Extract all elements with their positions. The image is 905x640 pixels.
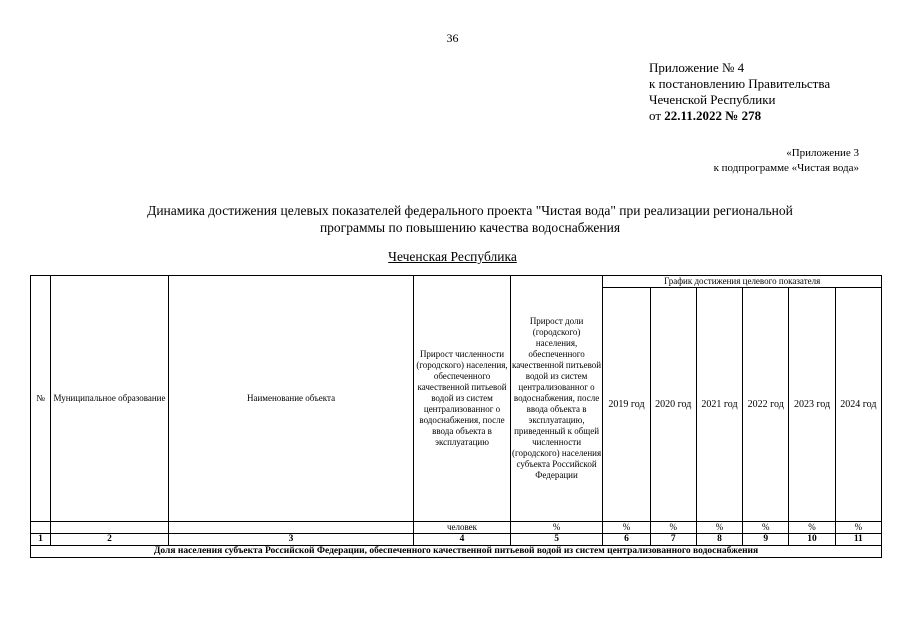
header-schedule: График достижения целевого показателя xyxy=(603,276,882,288)
header-object-name: Наименование объекта xyxy=(168,276,413,522)
region-heading: Чеченская Республика xyxy=(388,249,517,264)
unit-year-2023: % xyxy=(789,522,835,534)
page-number: 36 xyxy=(446,31,459,45)
unit-share: % xyxy=(510,522,603,534)
column-number: 8 xyxy=(696,534,742,546)
header-year-2024: 2024 год xyxy=(835,288,881,522)
unit-population: человек xyxy=(414,522,511,534)
column-number: 2 xyxy=(51,534,169,546)
appendix-sub-line-2: к подпрограмме «Чистая вода» xyxy=(713,162,859,174)
unit-year-2021: % xyxy=(696,522,742,534)
column-number: 1 xyxy=(31,534,51,546)
header-municipality: Муниципальное образование xyxy=(51,276,169,522)
unit-year-2024: % xyxy=(835,522,881,534)
indicators-table xyxy=(30,275,882,558)
column-number: 6 xyxy=(603,534,650,546)
appendix-sub-block xyxy=(714,146,859,176)
column-number: 11 xyxy=(835,534,881,546)
appendix-date-prefix: от xyxy=(649,108,665,123)
appendix-line-1: Приложение № 4 xyxy=(649,60,745,75)
appendix-sub-line-1: «Приложение 3 xyxy=(786,147,859,159)
unit-year-2019: % xyxy=(603,522,650,534)
header-no: № xyxy=(31,276,51,522)
unit-empty-3 xyxy=(168,522,413,534)
column-number: 3 xyxy=(168,534,413,546)
unit-empty-2 xyxy=(51,522,169,534)
column-number: 5 xyxy=(510,534,603,546)
column-number: 10 xyxy=(789,534,835,546)
column-number: 4 xyxy=(414,534,511,546)
column-number: 7 xyxy=(650,534,696,546)
header-year-2019: 2019 год xyxy=(603,288,650,522)
header-year-2023: 2023 год xyxy=(789,288,835,522)
header-year-2022: 2022 год xyxy=(743,288,789,522)
header-population-growth: Прирост численности (городского) населения, обеспеченного качественной питьевой водой из систем централизованног о водоснабжения, после ввода объекта в эксплуатацию xyxy=(414,276,511,522)
title-line-1: Динамика достижения целевых показателей федерального проекта "Чистая вода" при реализации региональной xyxy=(147,203,793,218)
unit-year-2020: % xyxy=(650,522,696,534)
header-year-2020: 2020 год xyxy=(650,288,696,522)
column-number: 9 xyxy=(743,534,789,546)
unit-empty-1 xyxy=(31,522,51,534)
appendix-line-4 xyxy=(649,108,830,124)
document-title xyxy=(100,202,840,236)
section-title-row: Доля населения субъекта Российской Федерации, обеспеченного качественной питьевой водой из систем централизованного водоснабжения xyxy=(31,546,882,558)
appendix-line-2: к постановлению Правительства xyxy=(649,76,831,91)
appendix-block xyxy=(649,60,830,124)
unit-year-2022: % xyxy=(743,522,789,534)
header-year-2021: 2021 год xyxy=(696,288,742,522)
header-share-growth: Прирост доли (городского) населения, обеспеченного качественной питьевой водой из систем централизованног о водоснабжения, после ввода объекта в эксплуатацию, приведенный к общей численности (городского) населения субъекта Российской Федерации xyxy=(510,276,603,522)
title-line-2: программы по повышению качества водоснабжения xyxy=(319,220,621,235)
appendix-line-3: Чеченской Республики xyxy=(649,92,776,107)
appendix-date-number: 22.11.2022 № 278 xyxy=(664,108,762,123)
